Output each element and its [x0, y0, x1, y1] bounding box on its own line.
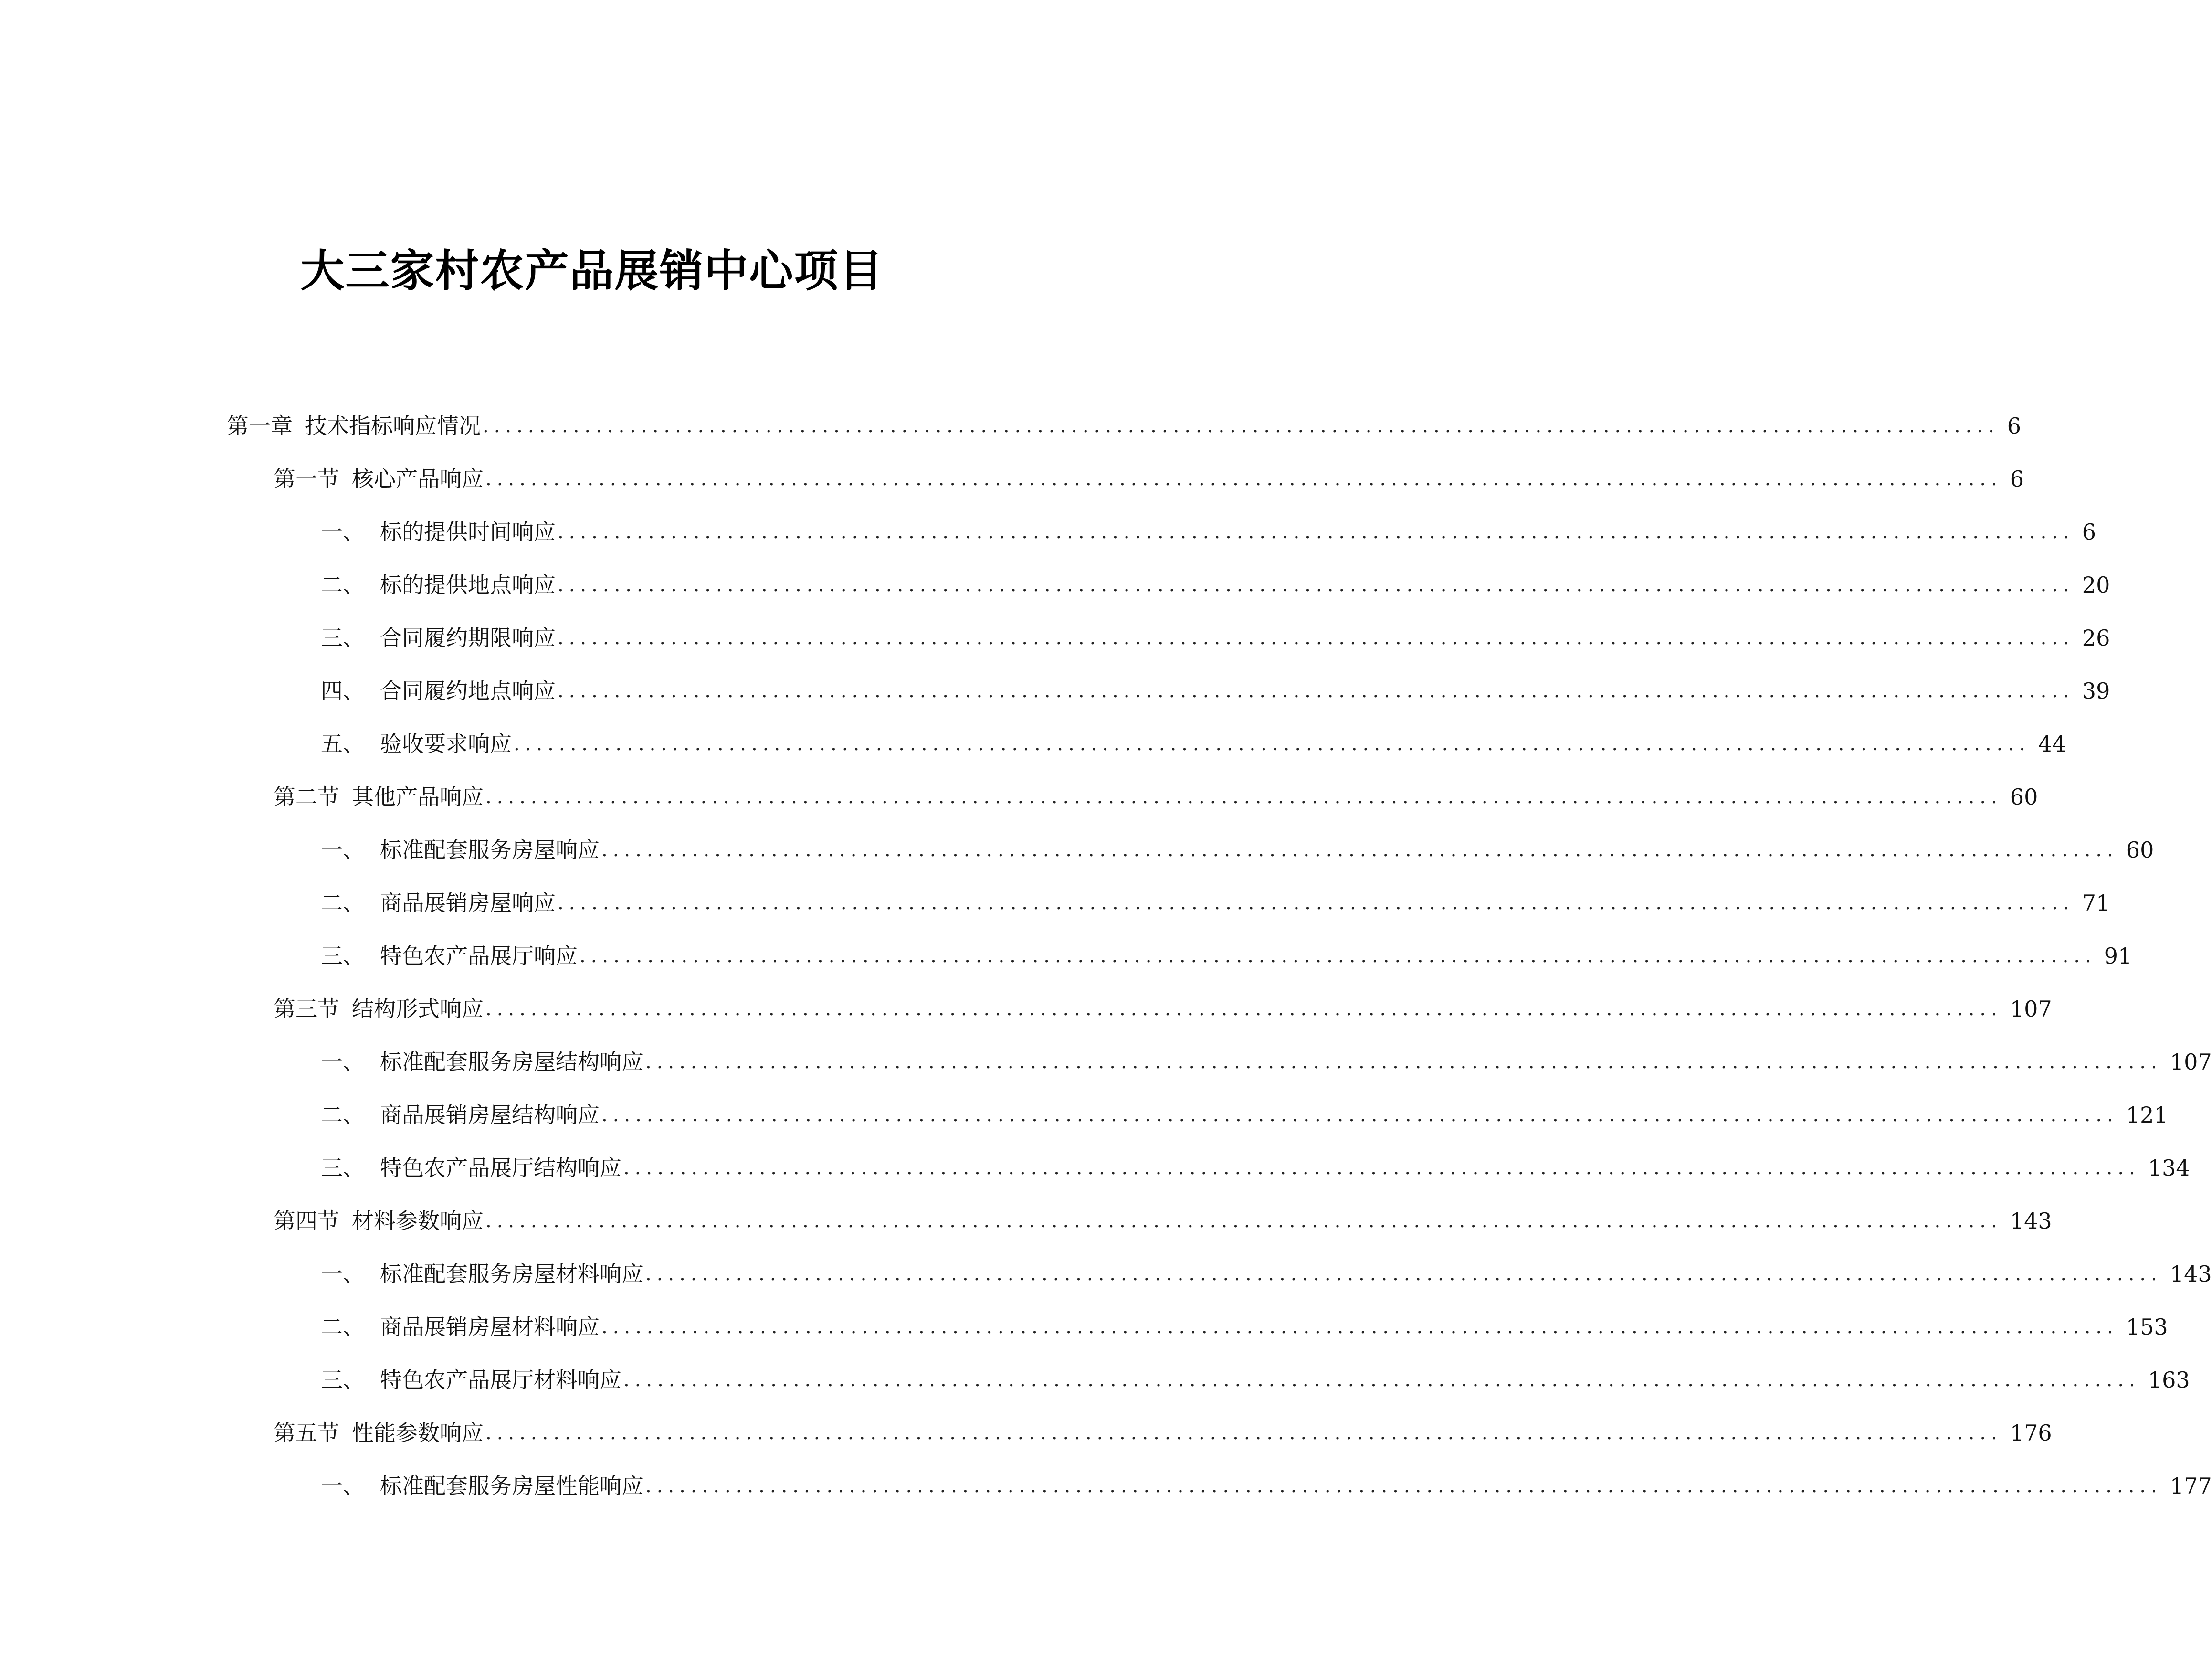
dot-leader: ...................................................................................................................................... [485, 998, 2002, 1020]
toc-entry-page: 6 [2082, 519, 2096, 545]
toc-entry-title: 特色农产品展厅材料响应 [380, 1367, 621, 1393]
toc-entry-item[interactable] [321, 1149, 2190, 1187]
toc-entry-number: 二、 [321, 572, 365, 598]
toc-entry-item[interactable] [321, 1255, 2212, 1293]
toc-entry-number: 三、 [321, 625, 365, 651]
toc-entry-page: 44 [2038, 731, 2066, 757]
toc-entry-page: 177 [2170, 1473, 2212, 1499]
toc-entry-item[interactable] [321, 672, 2110, 710]
toc-entry-number: 三、 [321, 1367, 365, 1393]
toc-entry-item[interactable] [321, 1361, 2190, 1399]
toc-entry-item[interactable] [321, 1096, 2168, 1134]
toc-entry-page: 134 [2148, 1155, 2190, 1181]
dot-leader: ...................................................................................................................................... [558, 574, 2075, 596]
toc-entry-page: 60 [2010, 784, 2038, 810]
toc-entry-number: 五、 [321, 731, 365, 757]
dot-leader: ...................................................................................................................................... [483, 415, 2000, 437]
toc-entry-number: 第二节 [274, 784, 339, 810]
toc-entry-title: 标准配套服务房屋响应 [380, 837, 600, 863]
dot-leader: ...................................................................................................................................... [601, 839, 2118, 861]
toc-entry-title: 合同履约期限响应 [380, 625, 556, 651]
dot-leader: ...................................................................................................................................... [485, 468, 2002, 490]
toc-entry-section-5[interactable] [274, 1414, 2052, 1452]
toc-entry-item[interactable] [321, 725, 2066, 763]
dot-leader: ...................................................................................................................................... [645, 1263, 2162, 1285]
toc-entry-page: 121 [2126, 1102, 2168, 1128]
toc-entry-title: 特色农产品展厅结构响应 [380, 1155, 621, 1181]
toc-entry-page: 60 [2126, 837, 2154, 863]
toc-entry-page: 163 [2148, 1367, 2190, 1393]
toc-entry-title: 核心产品响应 [352, 466, 484, 492]
toc-entry-number: 二、 [321, 890, 365, 916]
toc-entry-page: 176 [2010, 1420, 2052, 1446]
toc-entry-item[interactable] [321, 831, 2154, 869]
toc-entry-title: 特色农产品展厅响应 [380, 943, 578, 969]
toc-entry-page: 91 [2104, 943, 2132, 969]
toc-entry-page: 107 [2010, 996, 2052, 1022]
toc-entry-number: 二、 [321, 1102, 365, 1128]
toc-entry-number: 第一章 [227, 413, 293, 439]
toc-entry-number: 一、 [321, 1261, 365, 1287]
toc-entry-title: 验收要求响应 [380, 731, 512, 757]
dot-leader: ...................................................................................................................................... [623, 1369, 2140, 1391]
toc-entry-page: 6 [2010, 466, 2024, 492]
toc-entry-section-2[interactable] [274, 778, 2038, 816]
dot-leader: ...................................................................................................................................... [623, 1157, 2140, 1179]
toc-entry-title: 其他产品响应 [352, 784, 484, 810]
toc-entry-title: 标准配套服务房屋结构响应 [380, 1049, 643, 1075]
dot-leader: ...................................................................................................................................... [601, 1316, 2118, 1338]
toc-entry-title: 结构形式响应 [352, 996, 484, 1022]
toc-entry-number: 一、 [321, 1473, 365, 1499]
toc-entry-title: 技术指标响应情况 [305, 413, 481, 439]
dot-leader: ...................................................................................................................................... [558, 627, 2075, 649]
toc-entry-page: 107 [2170, 1049, 2212, 1075]
toc-entry-number: 三、 [321, 1155, 365, 1181]
toc-entry-item[interactable] [321, 513, 2096, 551]
dot-leader: ...................................................................................................................................... [558, 680, 2075, 702]
toc-entry-item[interactable] [321, 1467, 2212, 1505]
dot-leader: ...................................................................................................................................... [558, 892, 2075, 914]
dot-leader: ...................................................................................................................................... [558, 521, 2075, 543]
toc-entry-number: 四、 [321, 678, 365, 704]
toc-entry-title: 商品展销房屋响应 [380, 890, 556, 916]
toc-entry-number: 三、 [321, 943, 365, 969]
toc-entry-section-4[interactable] [274, 1202, 2052, 1240]
toc-entry-number: 一、 [321, 519, 365, 545]
toc-entry-title: 标的提供时间响应 [380, 519, 556, 545]
toc-entry-title: 材料参数响应 [352, 1208, 484, 1234]
dot-leader: ...................................................................................................................................... [579, 945, 2096, 967]
toc-entry-title: 商品展销房屋材料响应 [380, 1314, 600, 1340]
dot-leader: ...................................................................................................................................... [514, 733, 2031, 755]
toc-entry-item[interactable] [321, 566, 2110, 604]
toc-entry-title: 标的提供地点响应 [380, 572, 556, 598]
dot-leader: ...................................................................................................................................... [601, 1104, 2118, 1126]
toc-entry-title: 性能参数响应 [352, 1420, 484, 1446]
toc-entry-item[interactable] [321, 1308, 2168, 1346]
toc-entry-page: 20 [2082, 572, 2110, 598]
dot-leader: ...................................................................................................................................... [645, 1475, 2162, 1497]
toc-entry-chapter-1[interactable] [227, 407, 2022, 445]
toc-entry-title: 标准配套服务房屋材料响应 [380, 1261, 643, 1287]
dot-leader: ...................................................................................................................................... [485, 1422, 2002, 1444]
toc-entry-number: 第五节 [274, 1420, 339, 1446]
toc-entry-number: 第四节 [274, 1208, 339, 1234]
toc-entry-title: 标准配套服务房屋性能响应 [380, 1473, 643, 1499]
document-title: 大三家村农产品展销中心项目 [300, 245, 884, 297]
toc-entry-number: 第一节 [274, 466, 339, 492]
toc-entry-item[interactable] [321, 884, 2110, 922]
toc-entry-page: 39 [2082, 678, 2110, 704]
toc-entry-title: 合同履约地点响应 [380, 678, 556, 704]
toc-entry-section-1[interactable] [274, 460, 2024, 498]
dot-leader: ...................................................................................................................................... [645, 1051, 2162, 1073]
dot-leader: ...................................................................................................................................... [485, 786, 2002, 808]
toc-entry-page: 143 [2010, 1208, 2052, 1234]
toc-entry-page: 153 [2126, 1314, 2168, 1340]
dot-leader: ...................................................................................................................................... [485, 1210, 2002, 1232]
toc-entry-number: 一、 [321, 837, 365, 863]
toc-entry-number: 一、 [321, 1049, 365, 1075]
toc-entry-section-3[interactable] [274, 990, 2052, 1028]
toc-entry-number: 二、 [321, 1314, 365, 1340]
toc-entry-page: 6 [2007, 413, 2022, 439]
toc-entry-page: 26 [2082, 625, 2110, 651]
toc-entry-item[interactable] [321, 619, 2110, 657]
toc-entry-item[interactable] [321, 937, 2132, 975]
toc-entry-page: 143 [2170, 1261, 2212, 1287]
toc-entry-title: 商品展销房屋结构响应 [380, 1102, 600, 1128]
toc-entry-item[interactable] [321, 1043, 2212, 1081]
toc-entry-number: 第三节 [274, 996, 339, 1022]
toc-entry-page: 71 [2082, 890, 2110, 916]
